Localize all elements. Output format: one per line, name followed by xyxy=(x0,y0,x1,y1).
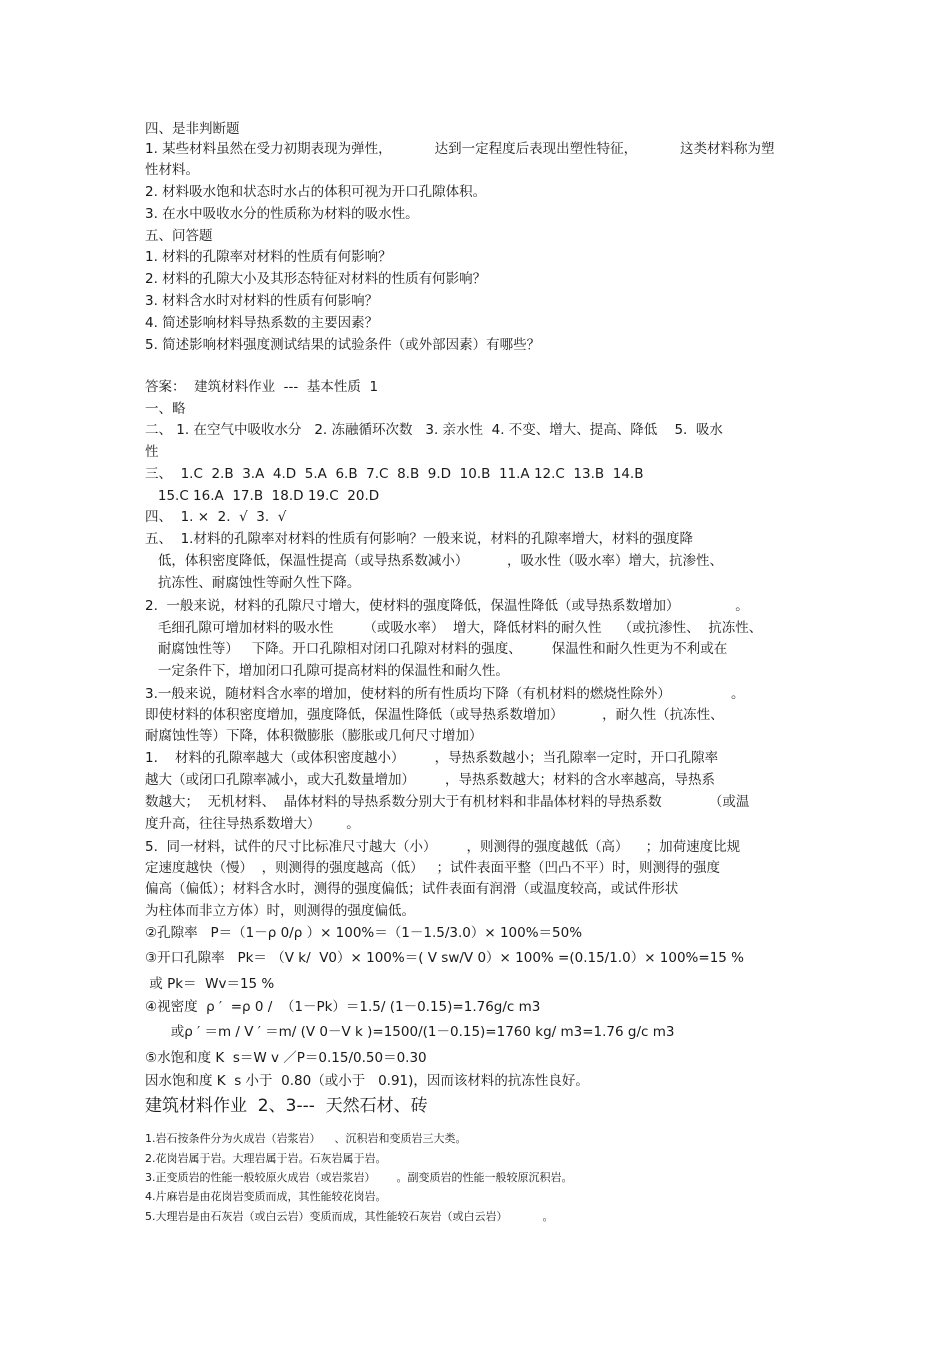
small-text-line: 5.大理岩是由石灰岩（或白云岩）变质而成，其性能较石灰岩（或白云岩） 。 xyxy=(145,1210,554,1223)
text-line: 为柱体而非立方体）时，则测得的强度偏低。 xyxy=(145,903,415,919)
text-line: 五、 1.材料的孔隙率对材料的性质有何影响？一般来说，材料的孔隙率增大，材料的强度降 xyxy=(145,531,693,547)
text-line: 3. 材料含水时对材料的性质有何影响？ xyxy=(145,293,379,309)
text-line: 一定条件下，增加闭口孔隙可提高材料的保温性和耐久性。 xyxy=(145,663,509,679)
text-line: 低，体积密度降低，保温性提高（或导热系数减小） ，吸水性（吸水率）增大，抗渗性、 xyxy=(145,553,723,569)
small-text-line: 4.片麻岩是由花岗岩变质而成，其性能较花岗岩。 xyxy=(145,1190,387,1203)
text-line: 4. 简述影响材料导热系数的主要因素？ xyxy=(145,315,379,331)
formula-apparent-density-alt: 或ρ ′ ＝m / V ′ ＝m/ (V 0－V k )=1500/(1－0.15)=1760 kg/ m3=1.76 g/c m3 xyxy=(145,1024,675,1040)
section-title-true-false: 四、是非判断题 xyxy=(145,121,240,137)
section-heading-stone-brick: 建筑材料作业 2、3--- 天然石材、砖 xyxy=(145,1096,428,1116)
formula-open-porosity: ③开口孔隙率 Pk＝ （V k/ V0）× 100%＝( V sw/V 0）× 100% =(0.15/1.0）× 100%=15 % xyxy=(145,950,744,966)
text-line: 2. 材料的孔隙大小及其形态特征对材料的性质有何影响？ xyxy=(145,271,487,287)
text-line: 1. 材料的孔隙率对材料的性质有何影响？ xyxy=(145,249,392,265)
text-line: 因水饱和度 K s 小于 0.80（或小于 0.91)，因而该材料的抗冻性良好。 xyxy=(145,1073,589,1089)
text-line: 性 xyxy=(145,444,159,460)
text-line: 性材料。 xyxy=(145,162,199,178)
formula-saturation: ⑤水饱和度 K s＝W v ／P＝0.15/0.50＝0.30 xyxy=(145,1050,427,1066)
text-line: 2. 材料吸水饱和状态时水占的体积可视为开口孔隙体积。 xyxy=(145,184,487,200)
text-line: 15.C 16.A 17.B 18.D 19.C 20.D xyxy=(145,488,380,504)
text-line: 定速度越快（慢） ，则测得的强度越高（低） ；试件表面平整（凹凸不平）时，则测得的强度 xyxy=(145,860,720,876)
formula-apparent-density: ④视密度 ρ ′ =ρ 0 / （1－Pk）＝1.5/ (1－0.15)=1.76g/c m3 xyxy=(145,999,541,1015)
text-line: 即使材料的体积密度增加，强度降低，保温性降低（或导热系数增加） ，耐久性（抗冻性、 xyxy=(145,707,724,723)
text-line: 1. 材料的孔隙率越大（或体积密度越小） ，导热系数越小；当孔隙率一定时，开口孔隙率 xyxy=(145,750,719,766)
text-line: 偏高（偏低）；材料含水时，测得的强度偏低；试件表面有润滑（或温度较高，或试件形状 xyxy=(145,881,679,897)
answer-heading: 答案： 建筑材料作业 --- 基本性质 1 xyxy=(145,379,379,395)
formula-porosity: ②孔隙率 P＝（1－ρ 0/ρ ）× 100%＝（1－1.5/3.0）× 100%＝50% xyxy=(145,925,583,941)
text-line: 耐腐蚀性等）下降，体积微膨胀（膨胀或几何尺寸增加） xyxy=(145,728,483,744)
text-line: 2. 一般来说，材料的孔隙尺寸增大，使材料的强度降低，保温性降低（或导热系数增加） 。 xyxy=(145,598,749,614)
text-line: 四、 1. × 2. √ 3. √ xyxy=(145,509,287,525)
text-line: 耐腐蚀性等） 下降。开口孔隙相对闭口孔隙对材料的强度、 保温性和耐久性更为不利或在 xyxy=(145,641,728,657)
formula-open-porosity-alt: 或 Pk＝ Wv＝15 % xyxy=(145,976,275,992)
section-title-questions: 五、问答题 xyxy=(145,228,213,244)
small-text-line: 2.花岗岩属于岩。大理岩属于岩。石灰岩属于岩。 xyxy=(145,1152,387,1165)
text-line: 一、略 xyxy=(145,401,186,417)
text-line: 抗冻性、耐腐蚀性等耐久性下降。 xyxy=(145,575,361,591)
text-line: 3. 在水中吸收水分的性质称为材料的吸水性。 xyxy=(145,206,419,222)
text-line: 5. 简述影响材料强度测试结果的试验条件（或外部因素）有哪些？ xyxy=(145,337,541,353)
text-line: 度升高，往往导热系数增大） 。 xyxy=(145,816,360,832)
small-text-line: 3.正变质岩的性能一般较原火成岩（或岩浆岩） 。副变质岩的性能一般较原沉积岩。 xyxy=(145,1171,573,1184)
text-line: 3.一般来说，随材料含水率的增加，使材料的所有性质均下降（有机材料的燃烧性除外） 。 xyxy=(145,686,745,702)
text-line: 三、 1.C 2.B 3.A 4.D 5.A 6.B 7.C 8.B 9.D 10.B 11.A 12.C 13.B 14.B xyxy=(145,466,644,482)
small-text-line: 1.岩石按条件分为火成岩（岩浆岩） 、沉积岩和变质岩三大类。 xyxy=(145,1132,467,1145)
text-line: 数越大； 无机材料、 晶体材料的导热系数分别大于有机材料和非晶体材料的导热系数 （或温 xyxy=(145,794,750,810)
text-line: 毛细孔隙可增加材料的吸水性 （或吸水率） 增大，降低材料的耐久性 （或抗渗性、 抗冻性、 xyxy=(145,620,763,636)
text-line: 5. 同一材料，试件的尺寸比标准尺寸越大（小） ，则测得的强度越低（高） ；加荷速度比规 xyxy=(145,839,741,855)
text-line: 1. 某些材料虽然在受力初期表现为弹性， 达到一定程度后表现出塑性特征， 这类材料称为塑 xyxy=(145,141,775,157)
text-line: 二、 1. 在空气中吸收水分 2. 冻融循环次数 3. 亲水性 4. 不变、增大、提高、降低 5. 吸水 xyxy=(145,422,723,438)
text-line: 越大（或闭口孔隙率减小，或大孔数量增加） ，导热系数越大；材料的含水率越高，导热系 xyxy=(145,772,716,788)
